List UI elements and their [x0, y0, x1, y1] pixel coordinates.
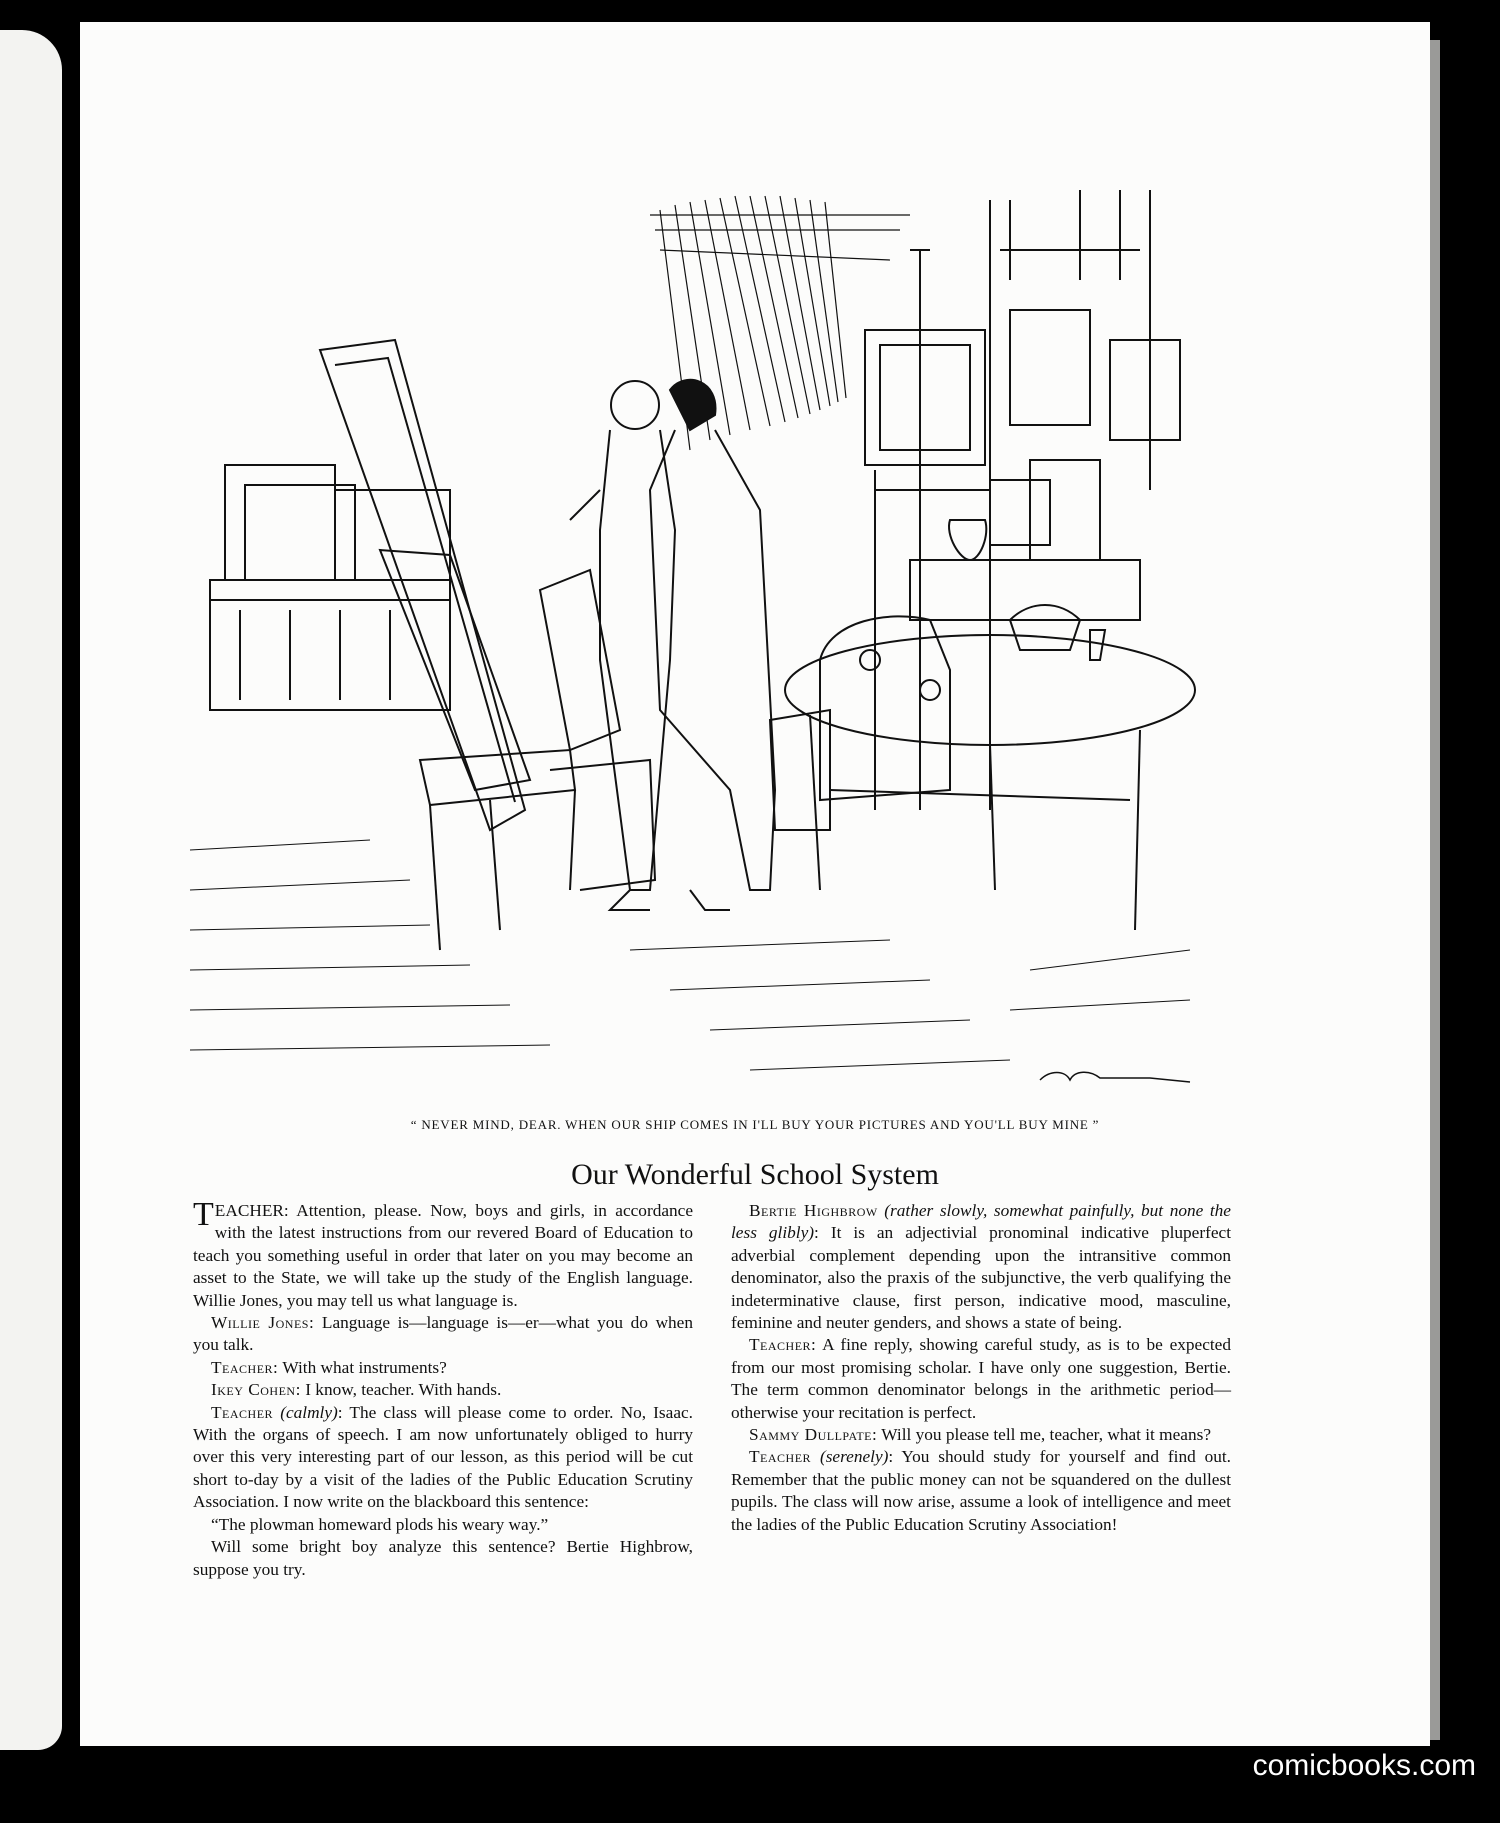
side-cabinet [910, 480, 1140, 620]
speaker: Teacher: [211, 1357, 279, 1377]
studio-illustration [130, 190, 1220, 1100]
speaker: Willie Jones: [211, 1313, 315, 1333]
drop-cap: T [193, 1196, 214, 1233]
leaning-canvas [320, 340, 525, 830]
paragraph: TEACHER: Attention, please. Now, boys and girls, in accordance with the latest instructions from our revered Board of Education to teach you something useful in order that later on you may become an asset to the State, we will take up the study of the English language. Willie Jones, you may tell us what language is. [193, 1196, 693, 1310]
paragraph: Bertie Highbrow (rather slowly, somewhat painfully, but none the less glibly): It is an adjectivial pronominal indicative pluperfect adverbial complement depending upon the intransitive common denominator, also the praxis of the subjunctive, the verb qualifying the indeterminative clause, first person, indicative mood, masculine, feminine and neuter genders, and shows a state of being. [731, 1201, 1231, 1333]
article-title: Our Wonderful School System [571, 1158, 939, 1191]
chair [380, 550, 575, 950]
paragraph: Sammy Dullpate: Will you please tell me, teacher, what it means? [749, 1425, 1211, 1445]
artist-signature [1040, 1072, 1190, 1082]
speaker: Teacher [211, 1402, 274, 1422]
illustration-caption: “ NEVER MIND, DEAR. WHEN OUR SHIP COMES IN I'LL BUY YOUR PICTURES AND YOU'LL BUY MINE ” [410, 1117, 1100, 1132]
paragraph: Teacher: A fine reply, showing careful study, as is to be expected from our most promising scholar. I have only one suggestion, Bertie. The term common denominator belongs in the arithmetic period—otherwise your recitation is perfect. [731, 1335, 1231, 1422]
paragraph: Willie Jones: Language is—language is—er—what you do when you talk. [193, 1313, 693, 1355]
page-shadow [1430, 40, 1440, 1740]
man-figure [570, 381, 675, 910]
wall-picture-1 [1010, 310, 1090, 425]
speaker: EACHER: [214, 1201, 289, 1220]
speaker: Bertie Highbrow [749, 1201, 878, 1220]
article-column-right [731, 1200, 1231, 1536]
facing-page-edge [0, 30, 62, 1750]
stage-direction: (rather slowly, somewhat painfully, but none the less glibly) [731, 1201, 1231, 1243]
stage-direction: (calmly) [280, 1402, 338, 1422]
paragraph: Ikey Cohen: I know, teacher. With hands. [211, 1380, 502, 1400]
woman-figure [650, 380, 775, 910]
speaker: Sammy Dullpate: [749, 1425, 878, 1445]
article-column-left [193, 1196, 693, 1581]
paragraph: Teacher: With what instruments? [211, 1357, 447, 1377]
paragraph: Teacher (calmly): The class will please come to order. No, Isaac. With the organs of speech. I am now unfortunately obliged to hurry over this very interesting part of our lesson, as this period will be cut short to-day by a visit of the ladies of the Public Education Scrutiny Association. I now write on the blackboard this sentence: [193, 1402, 693, 1512]
paragraph: “The plowman homeward plods his weary way.” [211, 1514, 549, 1534]
wall-picture-2 [1110, 340, 1180, 440]
small-painting [540, 570, 655, 890]
speaker: Teacher: [749, 1335, 817, 1355]
speaker: Ikey Cohen: [211, 1380, 301, 1400]
speaker: Teacher [749, 1447, 812, 1467]
site-watermark: comicbooks.com [1252, 1749, 1476, 1782]
stage-direction: (serenely) [819, 1447, 889, 1467]
paragraph: Teacher (serenely): You should study for yourself and find out. Remember that the public money can not be squandered on the dullest pupils. The class will now arise, assume a look of intelligence and meet the ladies of the Public Education Scrutiny Association! [731, 1447, 1231, 1534]
sideboard [210, 465, 450, 710]
easel [865, 250, 990, 810]
paragraph: Will some bright boy analyze this sentence? Bertie Highbrow, suppose you try. [193, 1537, 693, 1579]
floor [190, 840, 1190, 1070]
